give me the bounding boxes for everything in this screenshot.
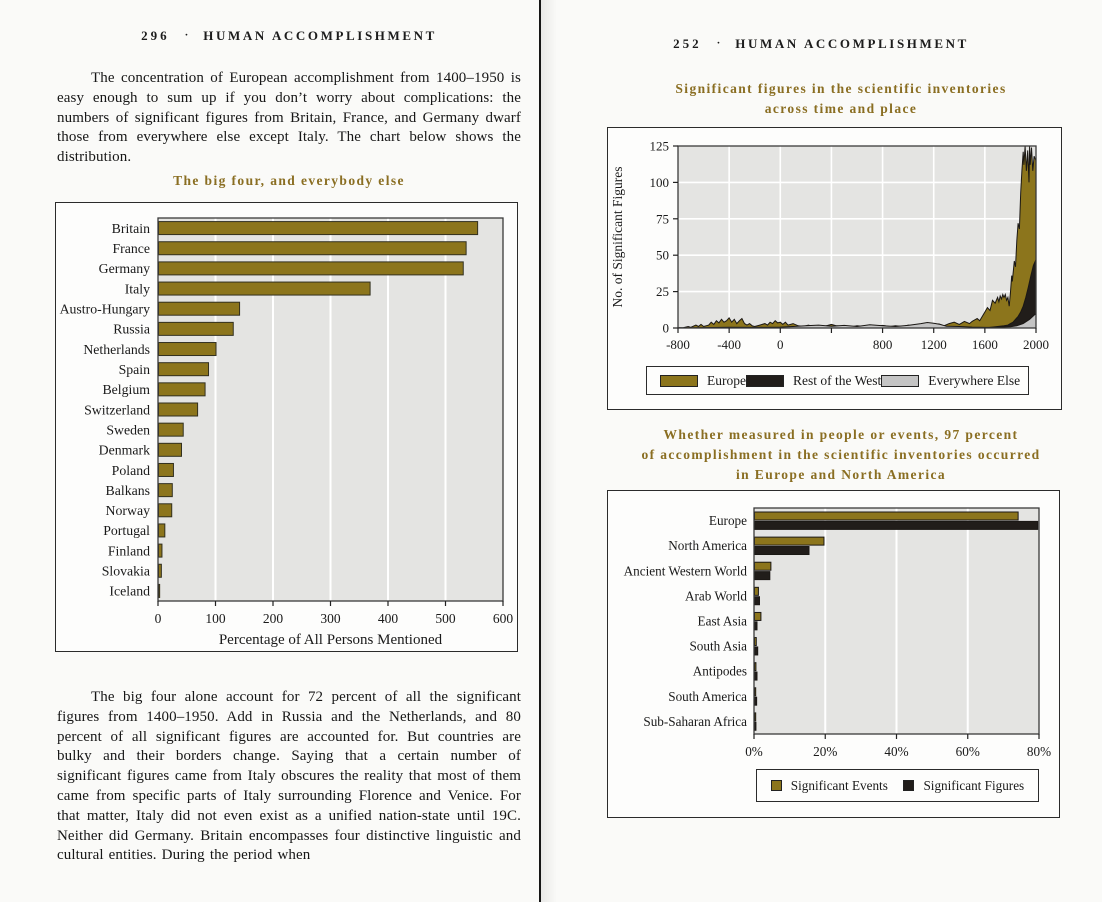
bar-europe xyxy=(755,521,1038,529)
legend-label: Europe xyxy=(707,372,746,388)
bar-italy xyxy=(159,282,371,295)
bar-east-asia xyxy=(755,622,757,630)
chart-title-big-four: The big four, and everybody else xyxy=(173,173,405,188)
svg-text:600: 600 xyxy=(492,611,514,626)
running-head xyxy=(57,28,521,44)
bar-iceland xyxy=(159,584,160,597)
bar-portugal xyxy=(159,524,165,537)
svg-text:0: 0 xyxy=(154,611,162,626)
bar-slovakia xyxy=(159,564,162,577)
bar-norway xyxy=(159,504,172,517)
bar-balkans xyxy=(159,484,173,497)
svg-text:South Asia: South Asia xyxy=(689,638,747,654)
paragraph-discussion: The big four alone account for 72 percent of all the significant figures from 1400–1950. Add in Russia and the Netherlands, and 80 percent of all significant figures are accounted for. But countries are bulky and their borders change. Saying that a certain number of significant figures came from Italy obscures the reality that most of them came from specific parts of Italy surrounding Florence and Venice. For that matter, Italy did not even exist as a unified nation-state until 19C. Neither did Germany. Britain encompasses four distinctive linguistic and cultural entities. During the period when xyxy=(57,689,521,864)
legend-label: Significant Events xyxy=(790,777,888,793)
svg-text:0: 0 xyxy=(662,320,669,336)
svg-text:Arab World: Arab World xyxy=(684,588,747,604)
legend-item-everywhere-else xyxy=(881,373,1020,389)
svg-text:500: 500 xyxy=(435,611,456,626)
svg-text:Britain: Britain xyxy=(111,220,150,236)
svg-text:25: 25 xyxy=(656,284,669,300)
bar-finland xyxy=(159,544,162,557)
everywhere-else-swatch xyxy=(881,375,919,387)
svg-text:Ancient Western World: Ancient Western World xyxy=(623,563,747,579)
svg-text:Sweden: Sweden xyxy=(106,422,150,438)
bar-netherlands xyxy=(159,343,217,356)
bar-europe xyxy=(755,512,1019,520)
bar-britain xyxy=(159,222,478,235)
inventories-area-chart xyxy=(607,127,1062,410)
svg-text:Europe: Europe xyxy=(708,513,747,529)
bar-antipodes xyxy=(755,672,757,680)
svg-text:Germany: Germany xyxy=(98,261,150,277)
legend-item-europe xyxy=(660,373,746,389)
svg-text:60%: 60% xyxy=(955,744,980,759)
svg-text:100: 100 xyxy=(649,174,669,190)
legend-item-significant-events xyxy=(771,778,888,794)
people-events-bar-chart xyxy=(607,490,1060,818)
europe-swatch xyxy=(660,375,698,387)
svg-text:North America: North America xyxy=(668,538,747,554)
significant-events-swatch xyxy=(771,780,782,791)
bar-belgium xyxy=(159,383,206,396)
svg-text:Italy: Italy xyxy=(124,281,150,297)
svg-text:Spain: Spain xyxy=(118,361,150,377)
bar-south-asia xyxy=(755,638,757,646)
svg-text:-800: -800 xyxy=(666,337,690,352)
separator-dot: · xyxy=(184,29,189,41)
title-line: Whether measured in people or events, 97 percent xyxy=(663,427,1019,442)
svg-text:20%: 20% xyxy=(813,744,838,759)
bar-arab-world xyxy=(755,597,760,605)
svg-text:No. of Significant Figures: No. of Significant Figures xyxy=(610,166,625,308)
area-chart-canvas xyxy=(608,128,1060,360)
bar-poland xyxy=(159,463,174,476)
svg-text:Sub-Saharan Africa: Sub-Saharan Africa xyxy=(643,713,747,729)
legend-label: Rest of the West xyxy=(792,372,882,388)
svg-text:Percentage of All Persons Ment: Percentage of All Persons Mentioned xyxy=(218,632,443,648)
paragraph-intro: The concentration of European accomplishment from 1400–1950 is easy enough to sum up if you don’t worry about complications: the numbers of significant figures from Britain, France, and Germany dwarf those from everywhere else except Italy. The chart below shows the distribution. xyxy=(57,70,521,166)
svg-text:Slovakia: Slovakia xyxy=(101,563,150,579)
svg-text:-400: -400 xyxy=(717,337,742,352)
svg-text:France: France xyxy=(112,241,150,257)
bar-russia xyxy=(159,322,234,335)
legend-label: Everywhere Else xyxy=(928,372,1021,388)
svg-text:40%: 40% xyxy=(884,744,909,759)
svg-text:80%: 80% xyxy=(1026,744,1052,759)
svg-text:0%: 0% xyxy=(745,744,763,759)
rest-of-west-swatch xyxy=(746,375,784,387)
svg-text:300: 300 xyxy=(320,611,341,626)
bar-north-america xyxy=(755,547,810,555)
separator-dot: · xyxy=(716,37,721,49)
svg-text:Portugal: Portugal xyxy=(103,523,150,539)
title-line: across time and place xyxy=(764,101,918,116)
big-four-chart xyxy=(55,202,518,652)
svg-text:Belgium: Belgium xyxy=(102,382,150,398)
bar-sweden xyxy=(159,423,184,436)
svg-text:0: 0 xyxy=(777,337,784,352)
page-right xyxy=(541,0,1102,902)
area-chart-legend xyxy=(646,366,1029,395)
bar-east-asia xyxy=(755,612,761,620)
svg-text:Poland: Poland xyxy=(111,462,150,478)
svg-text:100: 100 xyxy=(205,611,226,626)
bar-ancient-western-world xyxy=(755,572,770,580)
book-title: HUMAN ACCOMPLISHMENT xyxy=(203,28,437,43)
svg-text:2000: 2000 xyxy=(1023,337,1049,352)
big-four-chart-canvas xyxy=(56,203,516,650)
svg-text:50: 50 xyxy=(656,247,669,263)
svg-text:800: 800 xyxy=(872,337,893,352)
svg-text:75: 75 xyxy=(656,211,669,227)
svg-text:Switzerland: Switzerland xyxy=(84,402,150,418)
svg-text:East Asia: East Asia xyxy=(697,613,747,629)
legend-label: Significant Figures xyxy=(923,777,1025,793)
page-number: 252 xyxy=(673,36,702,51)
bar-denmark xyxy=(159,443,182,456)
svg-text:1200: 1200 xyxy=(920,337,947,352)
page-number: 296 xyxy=(141,28,170,43)
chart-title-people-events xyxy=(571,425,1102,485)
bar-germany xyxy=(159,262,464,275)
bar-north-america xyxy=(755,537,824,545)
svg-text:Iceland: Iceland xyxy=(109,583,150,599)
svg-text:400: 400 xyxy=(377,611,399,626)
svg-text:200: 200 xyxy=(262,611,284,626)
bar-spain xyxy=(159,363,209,376)
svg-text:Antipodes: Antipodes xyxy=(692,663,747,679)
svg-text:Finland: Finland xyxy=(107,543,150,559)
svg-text:Russia: Russia xyxy=(113,321,150,337)
bar-sub-saharan-africa xyxy=(755,713,756,721)
bar-south-america xyxy=(755,688,756,696)
title-line: Significant figures in the scientific inventories xyxy=(675,81,1007,96)
svg-text:1600: 1600 xyxy=(971,337,998,352)
svg-text:Denmark: Denmark xyxy=(98,442,150,458)
bar-sub-saharan-africa xyxy=(755,722,756,730)
book-title: HUMAN ACCOMPLISHMENT xyxy=(735,36,969,51)
chart-title-inventories xyxy=(571,79,1102,119)
title-line: in Europe and North America xyxy=(735,467,947,482)
bar-south-america xyxy=(755,697,757,705)
people-events-legend xyxy=(756,769,1039,802)
bar-arab-world xyxy=(755,587,759,595)
bar-france xyxy=(159,242,467,255)
page-left xyxy=(0,0,539,902)
legend-item-rest-of-west xyxy=(746,373,881,389)
running-head xyxy=(589,36,1053,52)
legend-item-significant-figures xyxy=(903,778,1024,794)
svg-text:Balkans: Balkans xyxy=(105,482,150,498)
bar-ancient-western-world xyxy=(755,562,771,570)
bar-antipodes xyxy=(755,663,756,671)
bar-south-asia xyxy=(755,647,758,655)
svg-text:Austro-Hungary: Austro-Hungary xyxy=(59,301,150,317)
svg-text:South America: South America xyxy=(668,688,747,704)
svg-text:Norway: Norway xyxy=(105,503,150,519)
grouped-bar-chart-canvas xyxy=(608,491,1058,765)
bar-austro-hungary xyxy=(159,302,240,315)
svg-text:Netherlands: Netherlands xyxy=(83,341,150,357)
svg-text:125: 125 xyxy=(649,138,669,154)
bar-switzerland xyxy=(159,403,198,416)
significant-figures-swatch xyxy=(903,780,914,791)
title-line: of accomplishment in the scientific inventories occurred xyxy=(641,447,1041,462)
